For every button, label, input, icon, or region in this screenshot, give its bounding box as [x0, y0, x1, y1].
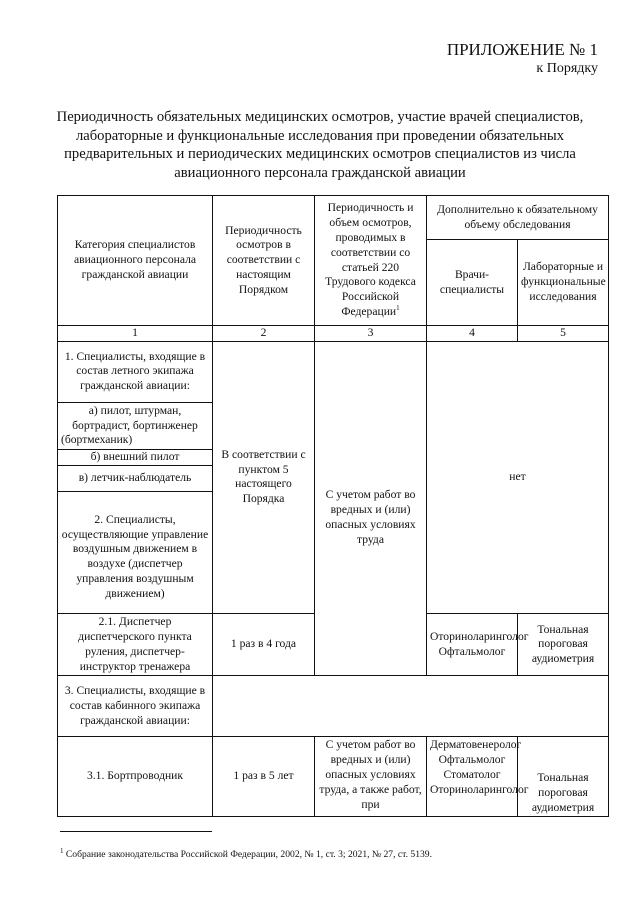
column-number-4: 4 — [427, 326, 518, 342]
footnote — [60, 846, 432, 861]
row-label-pilot: а) пилот, штурман, бортрадист, бортинженер (бортмеханик) — [58, 402, 213, 449]
header-doctors: Врачи-специалисты — [427, 240, 518, 326]
medical-exam-table — [57, 195, 609, 817]
appendix-header — [447, 40, 598, 78]
row-label-external-pilot: б) внешний пилот — [58, 450, 213, 466]
footnote-text: Собрание законодательства Российской Федерации, 2002, № 1, ст. 3; 2021, № 27, ст. 5139. — [65, 849, 432, 860]
table-row-cabin-crew — [58, 676, 609, 737]
header-category: Категория специалистов авиационного персонала гражданской авиации — [58, 196, 213, 326]
header-periodicity: Периодичность осмотров в соответствии с настоящим Порядком — [213, 196, 315, 326]
row-label-taxi-dispatcher: 2.1. Диспетчер диспетчерского пункта руления, диспетчер-инструктор тренажера — [58, 614, 213, 676]
footnote-ref: 1 — [396, 304, 400, 313]
appendix-reference: к Порядку — [536, 61, 598, 76]
column-number-5: 5 — [518, 326, 609, 342]
cell-doctors-31: Дерматовенеролог Офтальмолог Стоматолог Оториноларинголог — [427, 737, 518, 817]
footnote-mark: 1 — [60, 846, 64, 855]
header-labor-code — [315, 196, 427, 326]
cell-every-5-years: 1 раз в 5 лет — [213, 737, 315, 817]
footnote-divider — [60, 831, 212, 832]
row-label-atc: 2. Специалисты, осуществляющие управление воздушным движением в воздухе (диспетчер управления воздушным движением) — [58, 492, 213, 614]
header-row-1 — [58, 196, 609, 240]
cell-tests-31: Тональная пороговая аудиометрия — [518, 737, 609, 817]
table-row-flight-attendant — [58, 737, 609, 817]
table-row-flight-crew — [58, 341, 609, 402]
appendix-number: ПРИЛОЖЕНИЕ № 1 — [446, 40, 598, 59]
header-labor-code-text: Периодичность и объем осмотров, проводимых в соответствии со статьей 220 Трудового кодекса Российской Федерации — [325, 201, 416, 318]
row-label-flight-attendant: 3.1. Бортпроводник — [58, 737, 213, 817]
cell-every-4-years: 1 раз в 4 года — [213, 614, 315, 676]
cell-cabin-crew-empty — [213, 676, 609, 737]
column-number-3: 3 — [315, 326, 427, 342]
row-label-flight-crew: 1. Специалисты, входящие в состав летного экипажа гражданской авиации: — [58, 341, 213, 402]
column-number-row — [58, 326, 609, 342]
row-label-cabin-crew: 3. Специалисты, входящие в состав кабинного экипажа гражданской авиации: — [58, 676, 213, 737]
cell-doctors-21: Оториноларинголог Офтальмолог — [427, 614, 518, 676]
cell-tests-21: Тональная пороговая аудиометрия — [518, 614, 609, 676]
document-title: Периодичность обязательных медицинских осмотров, участие врачей специалистов, лабораторные и функциональные исследования при проведении обязательных предварительных и периодических медицинских осмотров специалистов из числа авиационного персонала гражданской авиации — [56, 109, 584, 181]
cell-harmful-conditions: С учетом работ во вредных и (или) опасных условиях труда — [315, 341, 427, 676]
cell-none: нет — [427, 341, 609, 613]
column-number-2: 2 — [213, 326, 315, 342]
cell-harmful-conditions-31: С учетом работ во вредных и (или) опасных условиях труда, а также работ, при — [315, 737, 427, 817]
column-number-1: 1 — [58, 326, 213, 342]
cell-periodicity-p5: В соответствии с пунктом 5 настоящего Порядка — [213, 341, 315, 613]
header-tests: Лабораторные и функциональные исследования — [518, 240, 609, 326]
row-label-observer-pilot: в) летчик-наблюдатель — [58, 466, 213, 492]
header-additional: Дополнительно к обязательному объему обследования — [427, 196, 609, 240]
